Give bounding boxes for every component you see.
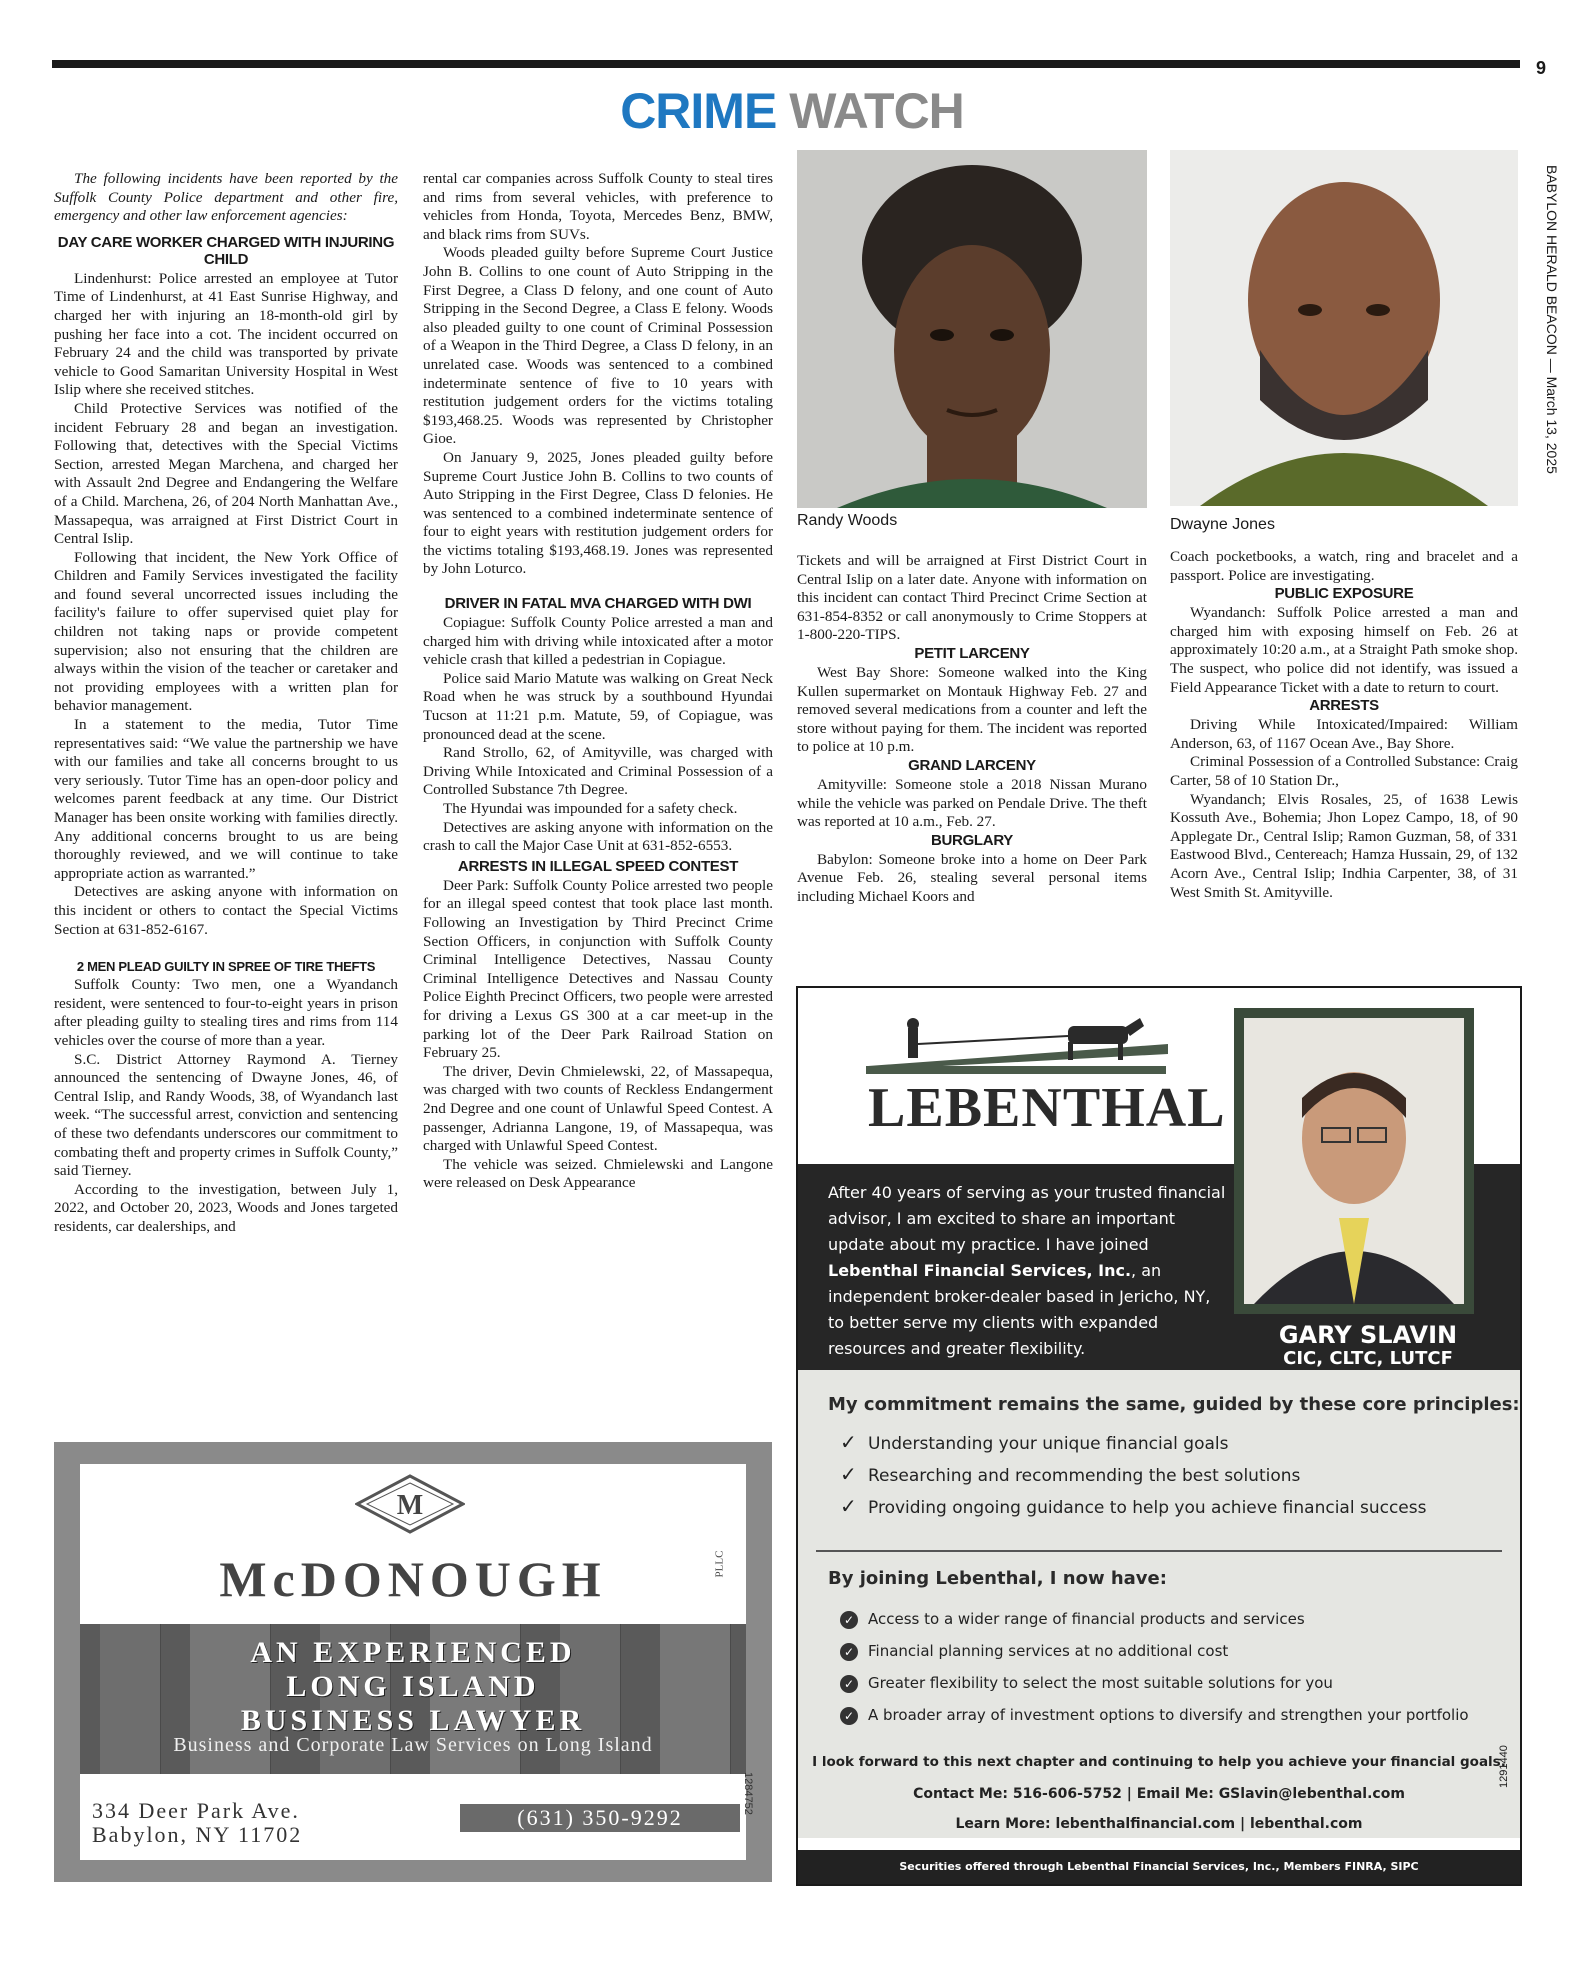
column-1: [54, 170, 398, 1236]
principle-text: Understanding your unique financial goals: [868, 1434, 1229, 1454]
contact-line[interactable]: Contact Me: 516-606-5752 | Email Me: GSlavin@lebenthal.com: [913, 1786, 1405, 1802]
mugshot-image: [1170, 150, 1518, 506]
photo-randy-woods: [797, 150, 1147, 508]
headline: BURGLARY: [930, 831, 1014, 849]
paragraph: Following that incident, the New York Office of Children and Family Services investigated the facility and found several uncorrected issues including the facility's failure to offer supervised quiet play for children not taking naps or provide competent supervision; also not ensuring that the children are always within the vision of the teacher or caretaker and not providing employees with a written plan for behavior management.: [54, 548, 398, 715]
checkmark-icon: ✓: [840, 1430, 857, 1454]
photo-caption: Randy Woods: [797, 512, 898, 529]
paragraph: Child Protective Services was notified of the incident February 28 and began an investigation. Following that, detectives with the Special Victims Section, arrested Megan Marchena, and charged her with Assault 2nd Degree and Endangering the Welfare of a Child. Marchena, 26, of 204 North Manhattan Ave., Massapequa, was arraigned at First District Court in Central Islip.: [54, 399, 398, 548]
intro-text: [828, 1180, 1228, 1362]
logo-underline: [866, 1066, 1166, 1074]
diamond-logo-icon: [355, 1474, 465, 1534]
paragraph: rental car companies across Suffolk County to steal tires and rims from several vehicles, with preference to vehicles from Honda, Toyota, Mercedes Benz, BMW, and black rims from SUVs.: [423, 170, 773, 243]
ad-code: 1291440: [1498, 1745, 1510, 1788]
closing-line: I look forward to this next chapter and continuing to help you achieve your financial goals.: [812, 1754, 1506, 1770]
headline: PETIT LARCENY: [914, 644, 1030, 662]
ad-panel: [80, 1464, 746, 1860]
paragraph: On January 9, 2025, Jones pleaded guilty before Supreme Court Justice John B. Collins to two counts of Auto Stripping in the First Degree, Class D felonies. He was sentenced to a combined indeterminate sentence of four to eight years with restitution judgement orders for the victims totaling $193,468.19. Jones was represented by John Loturco.: [423, 448, 773, 578]
principle-text: Researching and recommending the best solutions: [868, 1466, 1301, 1486]
lebenthal-ad: [796, 986, 1522, 1886]
headline: ARRESTS IN ILLEGAL SPEED CONTEST: [457, 857, 739, 875]
paragraph: Copiague: Suffolk County Police arrested a man and charged him with driving while intoxicated after a motor vehicle crash that killed a pedestrian in Copiague.: [423, 614, 773, 669]
title-watch: WATCH: [789, 83, 964, 139]
tagline-line: AN EXPERIENCED: [250, 1636, 576, 1669]
website-line[interactable]: Learn More: lebenthalfinancial.com | lebenthal.com: [955, 1816, 1363, 1832]
top-rule: [52, 60, 1520, 68]
benefit-item: [840, 1674, 1333, 1693]
paragraph: Coach pocketbooks, a watch, ring and bracelet and a passport. Police are investigating.: [1170, 548, 1518, 584]
paragraph: Wyandanch; Elvis Rosales, 25, of 1638 Lewis Kossuth Ave., Bohemia; Jhon Lopez Campo, 18, of 90 Applegate Dr., Central Islip; Ramon Guzman, 58, of 331 Eastwood Blvd., Centereach; Hamza Hussain, 29, of 132 Acorn Ave., Central Islip; Indhia Carpenter, 38, of 31 West Smith St. Amityville.: [1170, 790, 1518, 901]
paragraph: Driving While Intoxicated/Impaired: William Anderson, 63, of 1167 Ocean Ave., Bay Shore.: [1170, 716, 1518, 752]
intro-firm: Lebenthal Financial Services, Inc.: [828, 1261, 1132, 1280]
side-folio-text: BABYLON HERALD BEACON — March 13, 2025: [1544, 165, 1560, 474]
address: [92, 1799, 302, 1847]
headline: DRIVER IN FATAL MVA CHARGED WITH DWI: [444, 595, 752, 613]
section-title: [0, 82, 1584, 140]
headline: PUBLIC EXPOSURE: [1274, 585, 1414, 603]
principle-text: Providing ongoing guidance to help you achieve financial success: [868, 1498, 1427, 1518]
paragraph: Deer Park: Suffolk County Police arrested two people for an illegal speed contest that took place last month. Following an Investigation by Third Precinct Crime Section Officers, in conjunction with Suffolk County Criminal Intelligence Detectives, Nassau County Criminal Intelligence Detectives and Nassau County Police Eighth Precinct Officers, two people were arrested for driving a Lexus GS 300 at a car meet-up in the parking lot of the Deer Park Railroad Station on February 25.: [423, 876, 773, 1062]
paragraph: Criminal Possession of a Controlled Substance: Craig Carter, 58 of 10 Station Dr.,: [1170, 753, 1518, 789]
address-line: 334 Deer Park Ave.: [92, 1798, 300, 1823]
phone-number[interactable]: (631) 350-9292: [460, 1804, 740, 1832]
paragraph: Lindenhurst: Police arrested an employee at Tutor Time of Lindenhurst, at 41 East Sunrise Highway, and charged her with injuring an 18-month-old girl by pushing her face into a cot. The incident occurred on February 24 and the child was transported by private vehicle to Good Samaritan University Hospital in West Islip where she received stitches.: [54, 269, 398, 399]
intro-text: The following incidents have been reported by the Suffolk County Police department and other fire, emergency and other law enforcement agencies:: [54, 170, 398, 225]
benefit-item: [840, 1706, 1469, 1725]
paragraph: Detectives are asking anyone with information on this incident or others to contact the Special Victims Section at 631-852-6167.: [54, 883, 398, 938]
check-circle-icon: ✓: [840, 1611, 858, 1629]
paragraph: The driver, Devin Chmielewski, 22, of Massapequa, was charged with two counts of Reckless Endangerment 2nd Degree and one count of Unlawful Speed Contest. A passenger, Adrianna Langone, 19, of Massapequa, was charged with Unlawful Speed Contest.: [423, 1062, 773, 1155]
intro-part: After 40 years of serving as your trusted financial advisor, I am excited to share an important update about my practice. I have joined: [828, 1183, 1226, 1254]
principles-heading: My commitment remains the same, guided by these core principles:: [828, 1394, 1520, 1415]
paragraph: West Bay Shore: Someone walked into the King Kullen supermarket on Montauk Highway Feb. 27 and removed several medications from a counter and left the store without paying for them. The incident was reported to police at 10 p.m.: [797, 663, 1147, 756]
paragraph: Babylon: Someone broke into a home on Deer Park Avenue Feb. 26, stealing several personal items including Michael Koors and: [797, 850, 1147, 905]
paragraph: Rand Strollo, 62, of Amityville, was charged with Driving While Intoxicated and Criminal Possession of a Controlled Substance 7th Degree.: [423, 744, 773, 799]
photo-dwayne-jones: [1170, 150, 1518, 506]
divider: [816, 1550, 1502, 1552]
benefit-text: A broader array of investment options to diversify and strengthen your portfolio: [868, 1706, 1469, 1724]
portrait-photo: [1244, 1018, 1464, 1304]
check-circle-icon: ✓: [840, 1643, 858, 1661]
mcdonough-ad: [54, 1442, 772, 1882]
paragraph: In a statement to the media, Tutor Time representatives said: “We value the partnership we have with our families and take all concerns brought to us very seriously. Tutor Time has an open-door policy and welcomes parent feedback at any time. Our District Manager has been onsite working with families directly. Any additional concerns brought to us are being thoroughly reviewed, and we will continue to take appropriate action as warranted.”: [54, 716, 398, 882]
principle-item: [840, 1462, 1300, 1486]
paragraph: The vehicle was seized. Chmielewski and Langone were released on Desk Appearance: [423, 1155, 773, 1192]
advisor-credentials: CIC, CLTC, LUTCF: [1283, 1348, 1453, 1369]
paragraph: Police said Mario Matute was walking on Great Neck Road when he was struck by a southbound Hyundai Tucson at 11:21 p.m. Matute, 59, of Copiague, was pronounced dead at the scene.: [423, 669, 773, 743]
benefit-item: [840, 1610, 1305, 1629]
paragraph: According to the investigation, between July 1, 2022, and October 20, 2023, Woods and Jones targeted residents, car dealerships, and: [54, 1180, 398, 1235]
check-circle-icon: ✓: [840, 1707, 858, 1725]
benefit-item: [840, 1642, 1228, 1661]
column-2: [423, 170, 773, 1193]
paragraph: Tickets and will be arraigned at First District Court in Central Islip on a later date. Anyone with information on this incident can contact Third Precinct Crime Section at 631-854-8352 or call anonymously to Crime Stoppers at 1-800-220-TIPS.: [797, 552, 1147, 644]
side-folio: [1532, 165, 1562, 495]
benefit-text: Financial planning services at no additional cost: [868, 1642, 1229, 1660]
benefit-text: Greater flexibility to select the most suitable solutions for you: [868, 1674, 1333, 1692]
paragraph: Suffolk County: Two men, one a Wyandanch resident, were sentenced to four-to-eight years in prison after pleading guilty to stealing tires and rims from 114 vehicles over the course of more than a year.: [54, 976, 398, 1049]
benefits-heading: By joining Lebenthal, I now have:: [828, 1568, 1167, 1589]
firm-name: McDONOUGH: [219, 1551, 607, 1607]
services-line: Business and Corporate Law Services on Long Island: [173, 1734, 653, 1756]
page-number: 9: [1535, 58, 1546, 78]
mugshot-image: [797, 150, 1147, 508]
paragraph: The Hyundai was impounded for a safety check.: [443, 800, 738, 817]
plow-horses-icon: [868, 1014, 1168, 1070]
principle-item: [840, 1494, 1426, 1518]
benefit-text: Access to a wider range of financial products and services: [868, 1610, 1305, 1628]
tagline-line: BUSINESS LAWYER: [240, 1704, 586, 1737]
lebenthal-logo: LEBENTHAL: [868, 1077, 1226, 1139]
paragraph: Wyandanch: Suffolk Police arrested a man and charged him with exposing himself on Feb. 26 at approximately 10:20 a.m., at a Straight Path smoke shop. The suspect, who police did not identify, was issued a Field Appearance Ticket with a date to return to court.: [1170, 604, 1518, 696]
principle-item: [840, 1430, 1228, 1454]
tagline-line: LONG ISLAND: [286, 1670, 540, 1703]
headline: ARRESTS: [1309, 697, 1379, 715]
portrait-image: [1244, 1018, 1464, 1304]
paragraph: Woods pleaded guilty before Supreme Court Justice John B. Collins to one count of Auto Stripping in the First Degree, a Class D felony, and one count of Auto Stripping in the Second Degree, a Class E felony. Woods also pleaded guilty to one count of Criminal Possession of a Weapon in the Third Degree, a Class D felony, in an unrelated case. Woods was sentenced to a combined indeterminate sentence of five to 10 years with restitution judgement orders for the victims totaling $193,468.25. Woods was represented by Christopher Gioe.: [423, 244, 773, 448]
title-crime: CRIME: [620, 83, 777, 139]
column-3: [797, 552, 1147, 907]
headline: GRAND LARCENY: [908, 756, 1036, 774]
check-circle-icon: ✓: [840, 1675, 858, 1693]
address-line: Babylon, NY 11702: [92, 1822, 303, 1847]
headline: DAY CARE WORKER CHARGED WITH INJURING CHILD: [57, 233, 395, 268]
disclosure-footer: Securities offered through Lebenthal Financial Services, Inc., Members FINRA, SIPC: [798, 1850, 1520, 1884]
advisor-name: GARY SLAVIN: [1278, 1321, 1458, 1349]
intro-part: , an independent broker-dealer based in Jericho, NY, to better serve my clients with expanded resources and greater flexibility.: [828, 1261, 1211, 1358]
headline: 2 MEN PLEAD GUILTY IN SPREE OF TIRE THEFTS: [76, 959, 376, 975]
advisor-portrait: [1234, 1008, 1474, 1314]
checkmark-icon: ✓: [840, 1494, 857, 1518]
photo-caption: Dwayne Jones: [1170, 516, 1275, 533]
paragraph: S.C. District Attorney Raymond A. Tierney announced the sentencing of Dwayne Jones, 46, of Central Islip, and Randy Woods, 38, of Wyandanch last week. “The successful arrest, conviction and sentencing of these two defendants underscores our commitment to combating theft and property crimes in Suffolk County,” said Tierney.: [54, 1050, 398, 1180]
paragraph: Detectives are asking anyone with information on the crash to call the Major Case Unit at 631-852-6553.: [423, 818, 773, 855]
paragraph: Amityville: Someone stole a 2018 Nissan Murano while the vehicle was parked on Pendale Drive. The theft was reported at 10 a.m., Feb. 27.: [797, 775, 1147, 831]
logo-letter: M: [396, 1490, 424, 1521]
firm-suffix: PLLC: [713, 1550, 726, 1578]
checkmark-icon: ✓: [840, 1462, 857, 1486]
ad-code: 1284752: [742, 1772, 754, 1815]
column-4: [1170, 548, 1518, 902]
